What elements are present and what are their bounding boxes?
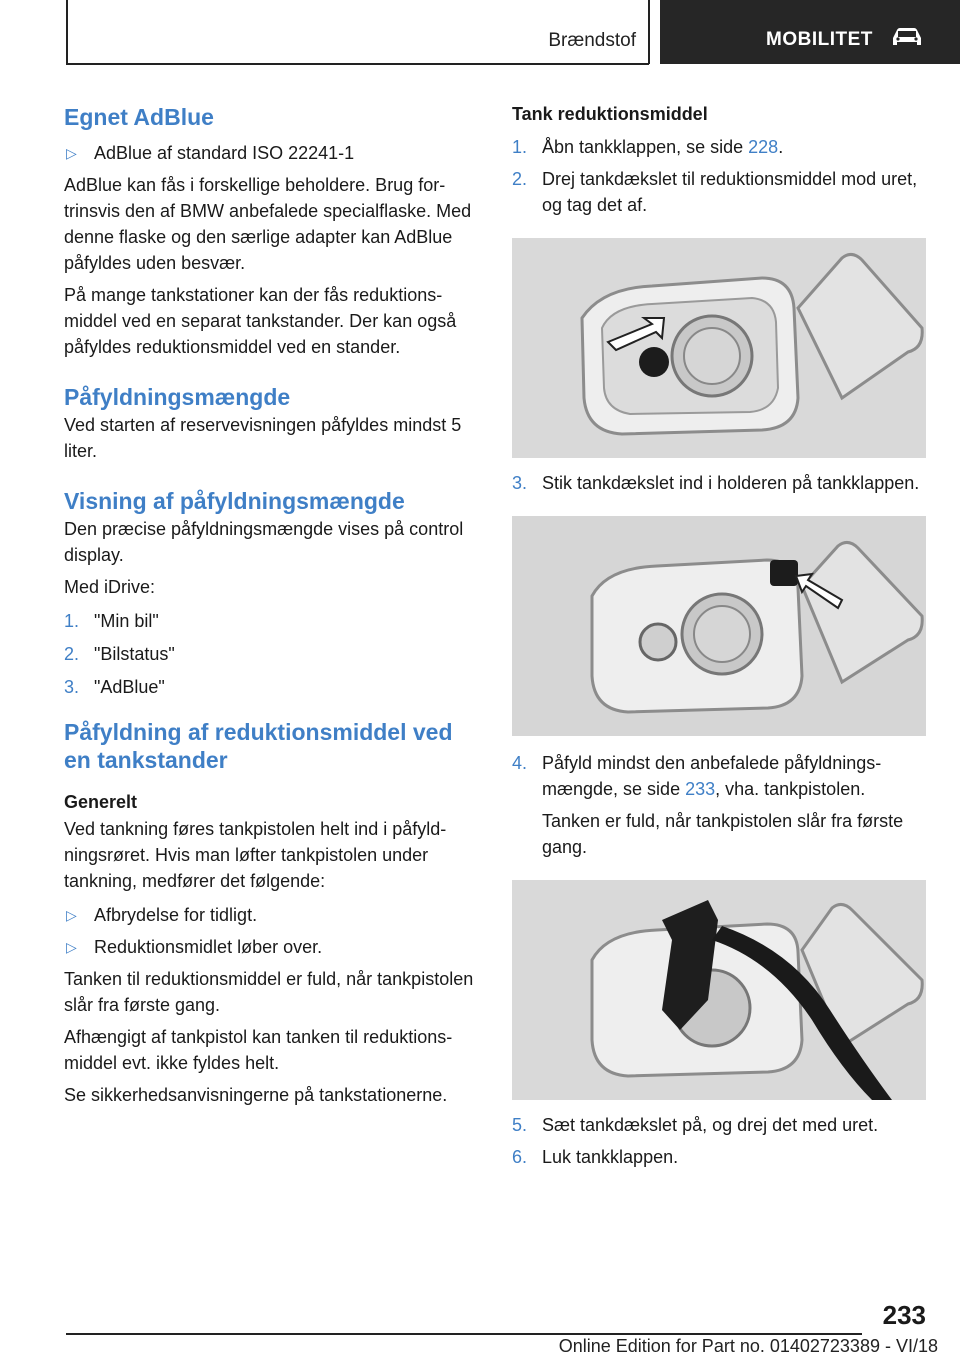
list-item: 3. "AdBlue": [64, 677, 165, 697]
list-item: 1. Åbn tankklappen, se side 228.: [512, 137, 784, 157]
chapter-tab[interactable]: [660, 0, 960, 64]
step4-note: Tanken er fuld, når tankpistolen slår fra første gang.: [542, 811, 904, 857]
para-display: Den præcise påfyldningsmængde vises på control display.: [64, 519, 464, 565]
fuel-flap-illustration-3: [512, 880, 926, 1100]
list-item: 5. Sæt tankdækslet på, og drej det med uret.: [512, 1115, 879, 1135]
photo-filling: [512, 880, 926, 1100]
heading-tank: Tank reduktionsmiddel: [512, 104, 708, 124]
bullet-item: ▷ Reduktionsmidlet løber over.: [64, 934, 478, 960]
list-item: 2. "Bilstatus": [64, 644, 175, 664]
triangle-bullet-icon: ▷: [66, 939, 77, 955]
triangle-bullet-icon: ▷: [66, 145, 77, 161]
para-amount: Ved starten af reservevisningen påfyldes mindst 5 liter.: [64, 415, 462, 461]
heading-amount: Påfyldningsmængde: [64, 384, 291, 410]
header-rule-mid: [648, 0, 650, 64]
page-link-228[interactable]: 228: [748, 137, 779, 157]
list-item: 1. "Min bil": [64, 611, 159, 631]
header-rule-bottom: [66, 63, 649, 65]
chapter-label: MOBILITET: [766, 29, 873, 50]
left-column: [64, 102, 478, 1108]
footer-rule: [66, 1333, 862, 1335]
para-stations: På mange tankstationer kan der fås reduktionsmiddel ved en separat tankstander. Der kan også påfyldes reduktionsmiddel ved en stander.: [64, 285, 457, 357]
para-full: Tanken til reduktionsmiddel er fuld, når tankpistolen slår fra første gang.: [64, 969, 474, 1015]
para-containers: AdBlue kan fås i forskellige beholdere. Brug fortrinsvis den af BMW anbefalede specialflaske. Med denne flaske og den særlige adapter kan AdBlue påfyldes uden besvær.: [64, 175, 472, 273]
bullet-iso: ▷ AdBlue af standard ISO 22241-1: [64, 140, 478, 166]
bullet-item: ▷ Afbrydelse for tidligt.: [64, 902, 478, 928]
fuel-flap-illustration-1: [512, 238, 926, 458]
para-general: Ved tankning føres tankpistolen helt ind i påfyldningsrøret. Hvis man løfter tankpistolen under tankning, medfører det følgende:: [64, 819, 447, 891]
heading-pump: Påfyldning af reduktionsmiddel ved en tankstander: [64, 719, 453, 773]
photo-open-cap: [512, 238, 926, 458]
photo-cap-holder: [512, 516, 926, 736]
page-number: 233: [882, 1300, 926, 1330]
header-rule-left: [66, 0, 68, 64]
para-safety: Se sikkerhedsanvisningerne på tankstationerne.: [64, 1085, 448, 1105]
page-link-233[interactable]: 233: [685, 779, 716, 799]
heading-adblue: Egnet AdBlue: [64, 104, 214, 130]
list-item: 4. Påfyld mindst den anbefalede påfyldningsmængde, se side 233, vha. tankpistolen.: [512, 753, 882, 799]
footer-edition: Online Edition for Part no. 01402723389 - VI/18: [558, 1336, 938, 1356]
triangle-bullet-icon: ▷: [66, 907, 77, 923]
heading-general: Generelt: [64, 792, 138, 812]
list-item: 3. Stik tankdækslet ind i holderen på tankklappen.: [512, 473, 920, 493]
heading-display: Visning af påfyldningsmængde: [64, 488, 405, 514]
list-item: 6. Luk tankklappen.: [512, 1147, 679, 1167]
para-pistol: Afhængigt af tankpistol kan tanken til reduktionsmiddel evt. ikke fyldes helt.: [64, 1027, 453, 1073]
list-item: 2. Drej tankdækslet til reduktionsmiddel mod uret, og tag det af.: [512, 169, 918, 215]
car-icon: [890, 26, 924, 48]
right-column: [512, 102, 926, 1170]
fuel-flap-illustration-2: [512, 516, 926, 736]
section-title: Brændstof: [548, 30, 636, 51]
para-idrive: Med iDrive:: [64, 577, 156, 597]
